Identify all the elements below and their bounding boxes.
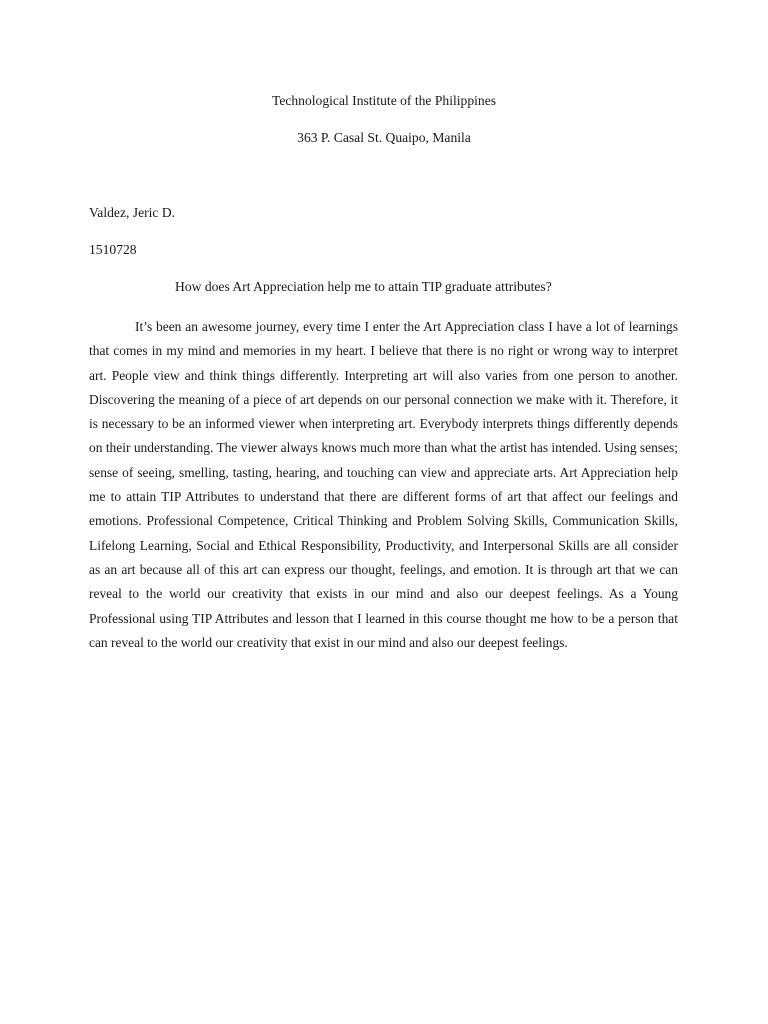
institution-name: Technological Institute of the Philippines (271, 93, 497, 108)
student-id-number: 1510728 (89, 242, 137, 257)
essay-body-paragraph: It’s been an awesome journey, every time I enter the Art Appreciation class I have a lot of learnings that comes in my mind and memories in my heart. I believe that there is no right or wrong way to interpret art. People view and think things differently. Interpreting art will also varies from one person to another. Discovering the meaning of a piece of art depends on our personal connection we make with it. Therefore, it is necessary to be an informed viewer when interpreting art. Everybody interprets things differently depends on their understanding. The viewer always knows much more than what the artist has intended. Using senses; sense of seeing, smelling, tasting, hearing, and touching can view and appreciate arts. Art Appreciation help me to attain TIP Attributes to understand that there are different forms of art that affect our feelings and emotions. Professional Competence, Critical Thinking and Problem Solving Skills, Communication Skills, Lifelong Learning, Social and Ethical Responsibility, Productivity, and Interpersonal Skills are all consider as an art because all of this art can express our thought, feelings, and emotion. It is through art that we can reveal to the world our creativity that exists in our mind and also our deepest feelings. As a Young Professional using TIP Attributes and lesson that I learned in this course thought me how to be a person that can reveal to the world our creativity that exist in our mind and also our deepest feelings. (89, 319, 678, 650)
essay-question: How does Art Appreciation help me to attain TIP graduate attributes? (175, 279, 552, 294)
student-name: Valdez, Jeric D. (89, 205, 176, 220)
institution-address: 363 P. Casal St. Quaipo, Manila (297, 130, 471, 145)
